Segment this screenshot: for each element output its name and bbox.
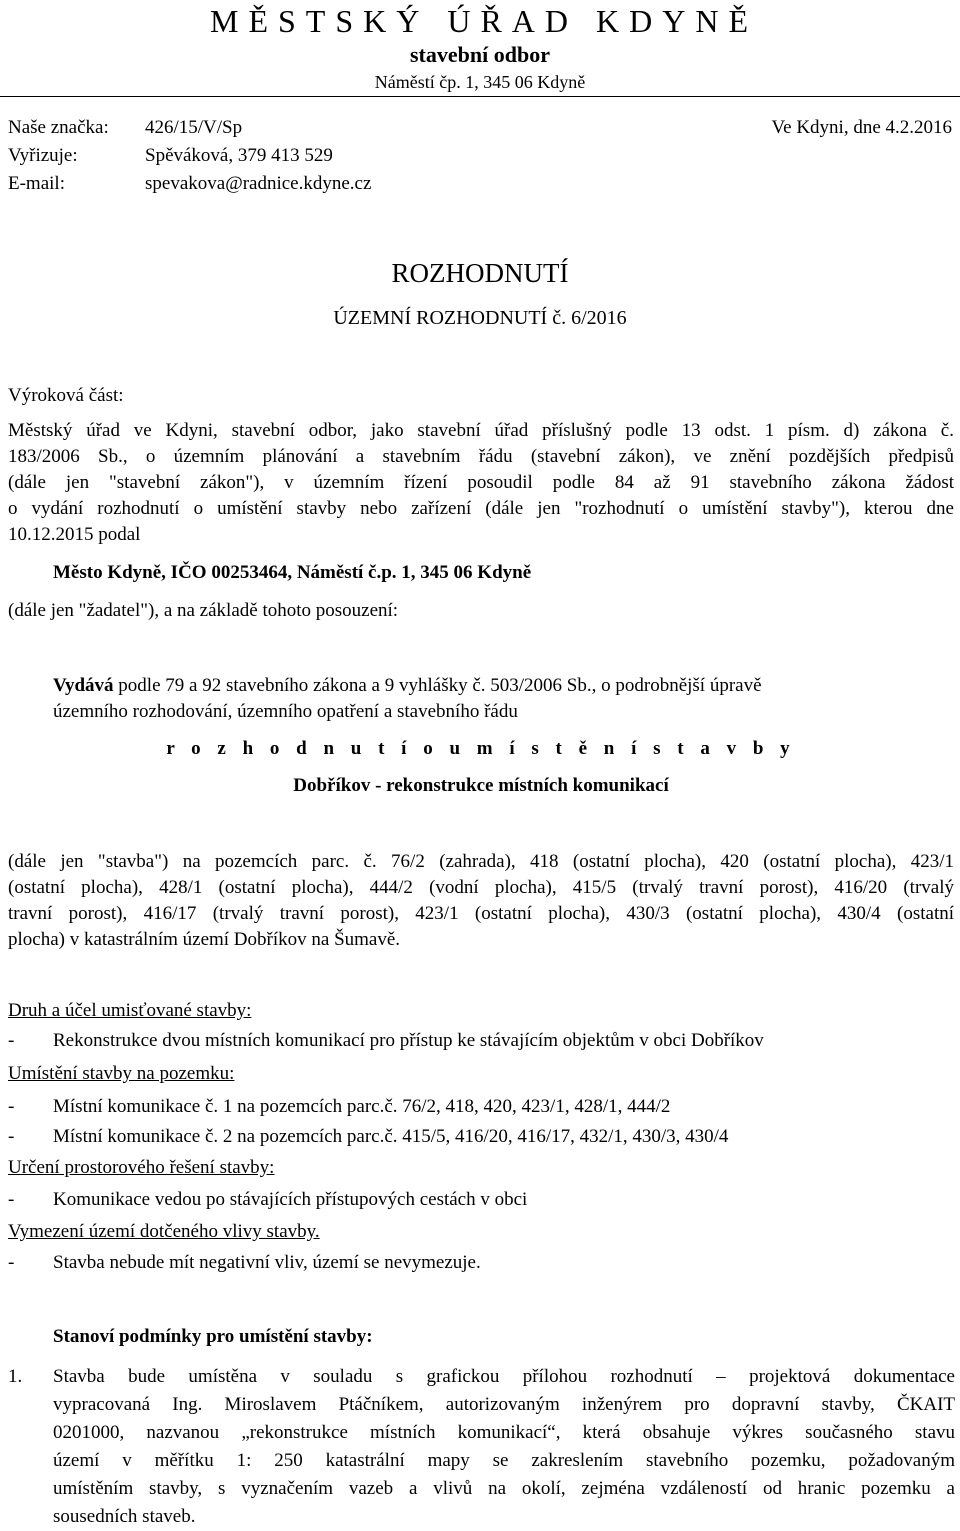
applicant-note: (dále jen "žadatel"), a na základě tohoto posouzení: [8, 600, 399, 621]
verdict-intro-line: o vydání rozhodnutí o umístění stavby nebo zařízení (dále jen "rozhodnutí o umístění stavby"), kterou dne [8, 498, 954, 519]
verdict-heading: Výroková část: [8, 385, 124, 406]
issues-line-2: územního rozhodování, územního opatření a stavebního řádu [53, 701, 518, 722]
applicant: Město Kdyně, IČO 00253464, Náměstí č.p. 1, 345 06 Kdyně [53, 562, 532, 583]
parcels-line: (ostatní plocha), 428/1 (ostatní plocha), 444/2 (vodní plocha), 415/5 (trvalý travní porost), 416/20 (trvalý [8, 877, 954, 898]
document-subtitle: ÚZEMNÍ ROZHODNUTÍ č. 6/2016 [333, 307, 627, 329]
list-dash: - [8, 1189, 15, 1210]
list-dash: - [8, 1252, 15, 1273]
list-dash: - [8, 1096, 15, 1117]
parcels-line: (dále jen "stavba") na pozemcích parc. č. 76/2 (zahrada), 418 (ostatní plocha), 420 (ostatní plocha), 423/1 [8, 851, 954, 872]
header-divider [0, 96, 960, 97]
list-dash: - [8, 1126, 15, 1147]
issues-text: podle 79 a 92 stavebního zákona a 9 vyhlášky č. 503/2006 Sb., o podrobnější úpravě [113, 675, 762, 696]
document-date: Ve Kdyni, dne 4.2.2016 [771, 117, 952, 138]
verdict-intro-line: Městský úřad ve Kdyni, stavební odbor, jako stavební úřad příslušný podle 13 odst. 1 písm. d) zákona č. [8, 420, 954, 441]
condition-line: sousedních staveb. [53, 1506, 196, 1527]
issues-keyword: Vydává [53, 675, 114, 696]
placement-heading: Umístění stavby na pozemku: [8, 1063, 235, 1084]
document-title: ROZHODNUTÍ [391, 258, 569, 288]
reference-number: 426/15/V/Sp [145, 117, 243, 138]
parcels-line: plocha) v katastrálním území Dobříkov na Šumavě. [8, 929, 401, 950]
impact-heading: Vymezení území dotčeného vlivy stavby. [8, 1221, 320, 1242]
decision-type: r o z h o d n u t í o u m í s t ě n í s t a v b y [166, 738, 796, 759]
conditions-heading: Stanoví podmínky pro umístění stavby: [53, 1326, 373, 1347]
condition-line: území v měřítku 1: 250 katastrální mapy se zakreslením stavebního pozemku, požadovaným [53, 1450, 955, 1471]
reference-label: Naše značka: [8, 117, 109, 138]
condition-text [53, 1363, 955, 1531]
list-dash: - [8, 1030, 15, 1051]
condition-number: 1. [8, 1366, 23, 1387]
office-address: Náměstí čp. 1, 345 06 Kdyně [374, 72, 586, 92]
parcels-line: travní porost), 416/17 (trvalý travní porost), 423/1 (ostatní plocha), 430/3 (ostatní plocha), 430/4 (ostatní [8, 903, 954, 924]
office-name: MĚSTSKÝ ÚŘAD KDYNĚ [209, 3, 758, 39]
spatial-heading: Určení prostorového řešení stavby: [8, 1157, 275, 1178]
verdict-intro-line: 183/2006 Sb., o územním plánování a stavebním řádu (stavební zákon), ve znění pozdějších předpisů [8, 446, 954, 467]
condition-line: 0201000, nazvanou „rekonstrukce místních komunikací“, která obsahuje výkres současného stavu [53, 1422, 955, 1443]
issues-line [53, 675, 762, 697]
spatial-item: Komunikace vedou po stávajících přístupových cestách v obci [53, 1189, 528, 1210]
email-value: spevakova@radnice.kdyne.cz [145, 173, 372, 194]
verdict-intro [8, 418, 954, 548]
impact-item: Stavba nebude mít negativní vliv, území se nevymezuje. [53, 1252, 481, 1273]
type-heading: Druh a účel umisťované stavby: [8, 1000, 252, 1021]
handler-label: Vyřizuje: [8, 145, 78, 166]
type-item: Rekonstrukce dvou místních komunikací pro přístup ke stávajícím objektům v obci Dobříkov [53, 1030, 764, 1051]
department-name: stavební odbor [410, 42, 550, 67]
project-name: Dobříkov - rekonstrukce místních komunikací [293, 775, 669, 796]
verdict-intro-line: 10.12.2015 podal [8, 524, 141, 545]
email-label: E-mail: [8, 173, 65, 194]
verdict-intro-line: (dále jen "stavební zákon"), v územním řízení posoudil podle 84 až 91 stavebního zákona žádost [8, 472, 954, 493]
placement-item: Místní komunikace č. 2 na pozemcích parc.č. 415/5, 416/20, 416/17, 432/1, 430/3, 430/4 [53, 1126, 729, 1147]
parcels-paragraph [8, 849, 954, 953]
condition-line: umístěním stavby, s vyznačením vazeb a vlivů na okolí, zejména vzdáleností od hranic pozemku a [53, 1478, 955, 1499]
placement-item: Místní komunikace č. 1 na pozemcích parc.č. 76/2, 418, 420, 423/1, 428/1, 444/2 [53, 1096, 671, 1117]
handler-value: Spěváková, 379 413 529 [145, 145, 333, 166]
condition-line: vypracovaná Ing. Miroslavem Ptáčníkem, autorizovaným inženýrem pro dopravní stavby, ČKAIT [53, 1394, 955, 1415]
condition-line: Stavba bude umístěna v souladu s grafickou přílohou rozhodnutí – projektová dokumentace [53, 1366, 955, 1387]
